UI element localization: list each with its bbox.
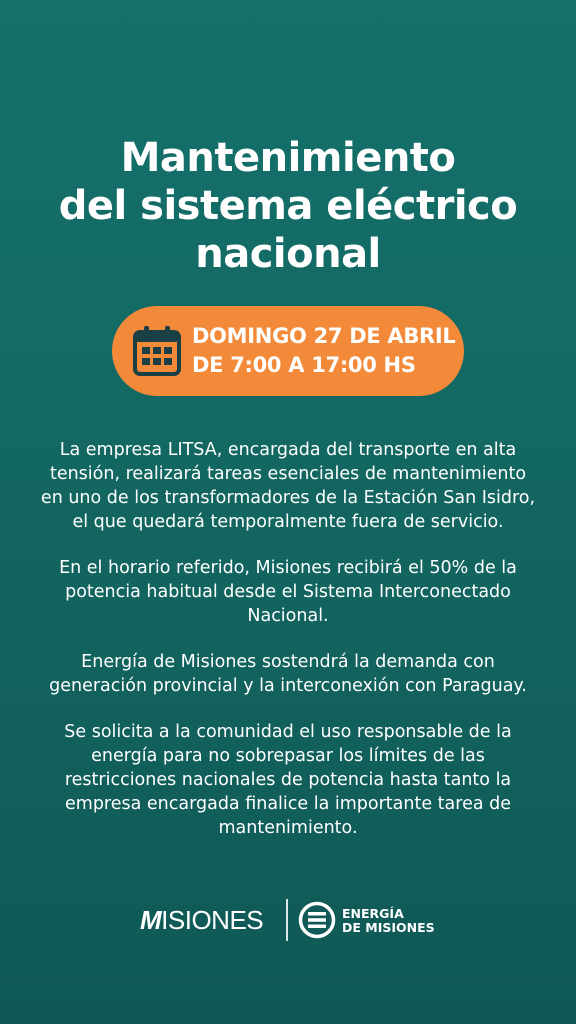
logo-divider	[286, 899, 288, 941]
paragraph-2: En el horario referido, Misiones recibirá el 50% de la potencia habitual desde el Sistema Interconectado Nacional.	[59, 558, 517, 626]
time-line: DE 7:00 A 17:00 HS	[192, 353, 416, 377]
date-line: DOMINGO 27 DE ABRIL	[192, 324, 456, 348]
date-text	[192, 322, 456, 380]
paragraph-1: La empresa LITSA, encargada del transporte en alta tensión, realizará tareas esenciales de mantenimiento en uno de los transformadores de la Estación San Isidro, el que quedará temporalmente fuera de servicio.	[40, 440, 536, 532]
date-badge	[112, 306, 464, 396]
calendar-icon	[132, 325, 182, 377]
title-line-3: nacional	[195, 231, 381, 277]
energia-logo-line-1: ENERGÍA	[342, 906, 404, 921]
energia-logo-line-2: DE MISIONES	[342, 920, 435, 935]
announcement-body	[40, 438, 536, 862]
footer-logos	[0, 895, 576, 945]
paragraph-3: Energía de Misiones sostendrá la demanda con generación provincial y la interconexión con Paraguay.	[49, 652, 527, 696]
paragraph-4: Se solicita a la comunidad el uso responsable de la energía para no sobrepasar los límites de las restricciones nacionales de potencia hasta tanto la empresa encargada finalice la importante tarea de mantenimiento.	[64, 722, 512, 838]
energia-de-misiones-logo-text	[342, 907, 435, 935]
misiones-logo-text: ISIONES	[161, 905, 264, 935]
misiones-logo	[140, 905, 263, 935]
page-title	[0, 134, 576, 278]
misiones-logo-mark: M	[140, 905, 162, 935]
title-line-2: del sistema eléctrico	[58, 183, 518, 229]
energia-de-misiones-icon	[298, 901, 336, 939]
title-line-1: Mantenimiento	[120, 135, 456, 181]
